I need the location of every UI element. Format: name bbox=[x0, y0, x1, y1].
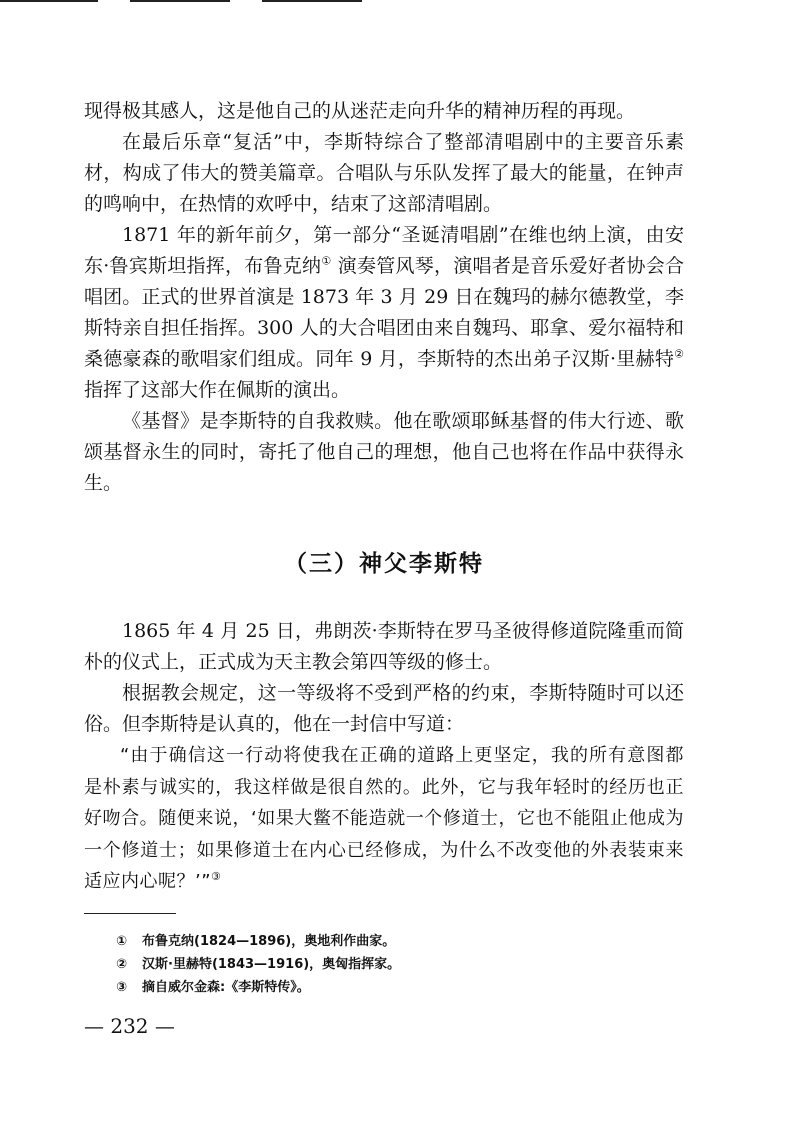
footnote-mark: ③ bbox=[116, 980, 128, 995]
page-body bbox=[84, 96, 684, 898]
footnote-separator bbox=[84, 913, 176, 914]
premiere-text-b: 演奏管风琴，演唱者是音乐爱好者协会合唱团。正式的世界首演是 1873 年 3 月 29 日在魏玛的赫尔德教堂，李斯特亲自担任指挥。300 人的大合唱团由来自魏玛、耶拿、爱尔福特和桑德豪森的歌唱家们组成。同年 9 月，李斯特的杰出弟子汉斯·里赫特 bbox=[84, 255, 684, 370]
footnote-item bbox=[116, 953, 676, 976]
header-rule-2 bbox=[130, 0, 230, 2]
letter-quote bbox=[84, 740, 684, 898]
premiere-text-a: 1871 年的新年前夕，第一部分“圣诞清唱剧”在维也纳上演，由安东·鲁宾斯坦指挥，布鲁克纳 bbox=[84, 224, 684, 277]
footnote-item bbox=[116, 976, 676, 999]
paragraph-final-movement: 在最后乐章“复活”中，李斯特综合了整部清唱剧中的主要音乐素材，构成了伟大的赞美篇章。合唱队与乐队发挥了最大的能量，在钟声的鸣响中，在热情的欢呼中，结束了这部清唱剧。 bbox=[84, 131, 684, 215]
quote-text: “由于确信这一行动将使我在正确的道路上更坚定，我的所有意图都是朴素与诚实的，我这样做是很自然的。此外，它与我年轻时的经历也正好吻合。随便来说，‘如果大鳖不能造就一个修道士，它也不能阻止他成为一个修道士；如果修道士在内心已经修成，为什么不改变他的外表装束来适应内心呢？’” bbox=[84, 745, 684, 892]
footnote-ref-1: ① bbox=[321, 254, 332, 268]
footnote-mark: ② bbox=[116, 957, 128, 972]
header-rule-3 bbox=[262, 0, 362, 2]
page-number: — 232 — bbox=[84, 1014, 175, 1038]
paragraph-church-rule: 根据教会规定，这一等级将不受到严格的约束，李斯特随时可以还俗。但李斯特是认真的，他在一封信中写道： bbox=[84, 682, 684, 735]
premiere-text-c: 指挥了这部大作在佩斯的演出。 bbox=[84, 379, 351, 401]
section-title: （三）神父李斯特 bbox=[284, 551, 484, 577]
footnote-ref-3: ③ bbox=[211, 870, 222, 883]
footnote-text: 摘自威尔金森:《李斯特传》。 bbox=[142, 980, 310, 995]
footnote-ref-2: ② bbox=[674, 347, 684, 361]
header-rule-1 bbox=[0, 0, 98, 2]
paragraph-premiere bbox=[84, 220, 684, 406]
paragraph-continuation: 现得极其感人，这是他自己的从迷茫走向升华的精神历程的再现。 bbox=[84, 100, 636, 122]
footnote-text: 汉斯·里赫特(1843—1916)，奥匈指挥家。 bbox=[142, 957, 401, 972]
paragraph-redemption: 《基督》是李斯特的自我救赎。他在歌颂耶稣基督的伟大行迹、歌颂基督永生的同时，寄托了他自己的理想，他自己也将在作品中获得永生。 bbox=[84, 410, 684, 494]
footnotes bbox=[116, 930, 676, 999]
footnote-text: 布鲁克纳(1824—1896)，奥地利作曲家。 bbox=[142, 934, 396, 949]
footnote-mark: ① bbox=[116, 934, 128, 949]
footnote-item bbox=[116, 930, 676, 953]
paragraph-ordination: 1865 年 4 月 25 日，弗朗茨·李斯特在罗马圣彼得修道院隆重而简朴的仪式上，正式成为天主教会第四等级的修士。 bbox=[84, 620, 684, 673]
